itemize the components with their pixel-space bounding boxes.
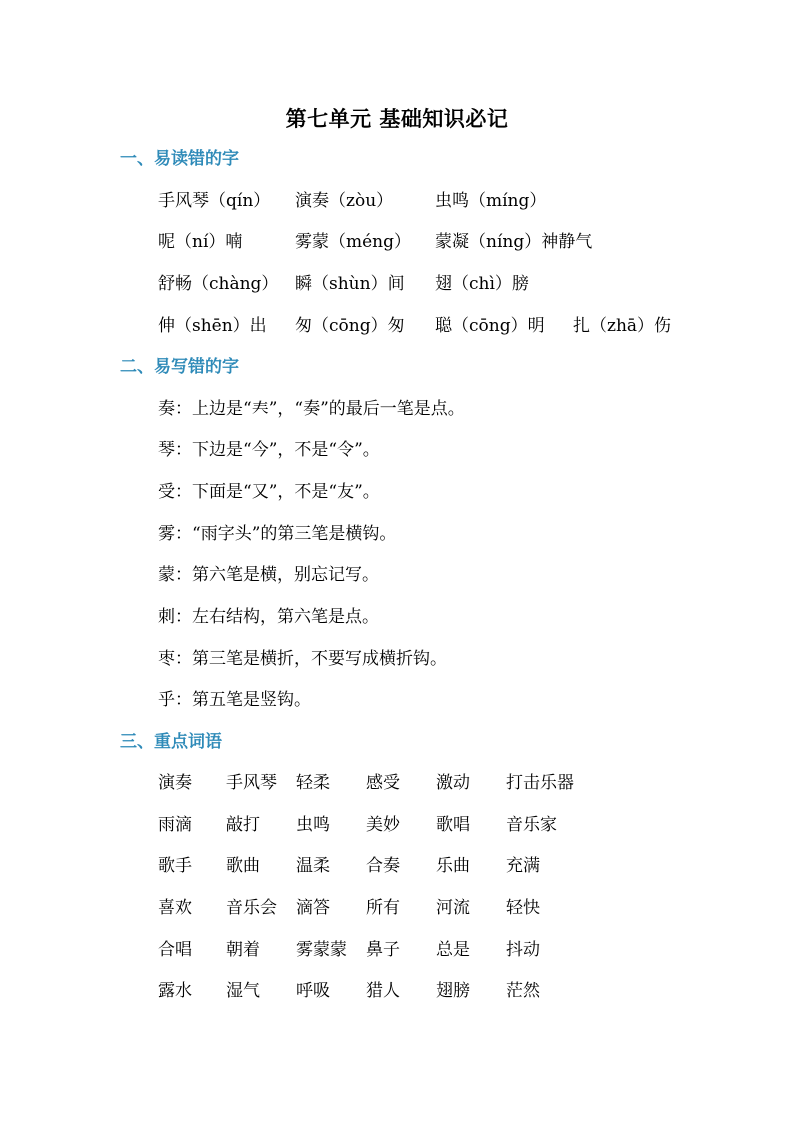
writing-note: 枣：第三笔是横折，不要写成横折钩。 <box>158 649 447 669</box>
writing-note: 蒙：第六笔是横，别忘记写。 <box>158 565 379 585</box>
pinyin-item: 虫鸣（míng） <box>435 191 547 211</box>
vocabulary-word: 翅膀 <box>436 981 470 1001</box>
writing-note: 受：下面是“又”，不是“友”。 <box>158 482 380 502</box>
section-heading-miswritten-characters: 二、易写错的字 <box>120 357 239 377</box>
vocabulary-word: 朝着 <box>226 940 260 960</box>
writing-note: 雾：“雨字头”的第三笔是横钩。 <box>158 524 397 544</box>
vocabulary-word: 充满 <box>506 856 540 876</box>
pinyin-item: 匆（cōng）匆 <box>295 316 405 336</box>
vocabulary-word: 雨滴 <box>158 815 192 835</box>
vocabulary-word: 喜欢 <box>158 898 192 918</box>
vocabulary-word: 敲打 <box>226 815 260 835</box>
vocabulary-word: 温柔 <box>296 856 330 876</box>
pinyin-item: 伸（shēn）出 <box>158 316 267 336</box>
vocabulary-word: 演奏 <box>158 773 192 793</box>
pinyin-item: 翅（chì）膀 <box>435 274 529 294</box>
vocabulary-word: 虫鸣 <box>296 815 330 835</box>
vocabulary-word: 合唱 <box>158 940 192 960</box>
vocabulary-word: 猎人 <box>366 981 400 1001</box>
vocabulary-word: 露水 <box>158 981 192 1001</box>
vocabulary-word: 湿气 <box>226 981 260 1001</box>
vocabulary-word: 轻快 <box>506 898 540 918</box>
writing-note: 乎：第五笔是竖钩。 <box>158 690 311 710</box>
vocabulary-word: 音乐家 <box>506 815 557 835</box>
vocabulary-word: 激动 <box>436 773 470 793</box>
vocabulary-word: 茫然 <box>506 981 540 1001</box>
pinyin-item: 蒙凝（níng）神静气 <box>435 232 593 252</box>
vocabulary-word: 雾蒙蒙 <box>296 940 347 960</box>
vocabulary-word: 合奏 <box>366 856 400 876</box>
pinyin-item: 瞬（shùn）间 <box>295 274 405 294</box>
pinyin-item: 手风琴（qín） <box>158 191 271 211</box>
pinyin-item: 扎（zhā）伤 <box>573 316 672 336</box>
section-heading-misread-characters: 一、易读错的字 <box>120 149 239 169</box>
vocabulary-word: 鼻子 <box>366 940 400 960</box>
vocabulary-word: 手风琴 <box>226 773 277 793</box>
vocabulary-word: 河流 <box>436 898 470 918</box>
writing-note: 刺：左右结构，第六笔是点。 <box>158 607 379 627</box>
pinyin-item: 舒畅（chàng） <box>158 274 279 294</box>
pinyin-item: 呢（ní）喃 <box>158 232 243 252</box>
pinyin-item: 聪（cōng）明 <box>435 316 545 336</box>
vocabulary-word: 美妙 <box>366 815 400 835</box>
section-heading-key-vocabulary: 三、重点词语 <box>120 732 222 752</box>
vocabulary-word: 感受 <box>366 773 400 793</box>
vocabulary-word: 总是 <box>436 940 470 960</box>
pinyin-item: 演奏（zòu） <box>295 191 394 211</box>
vocabulary-word: 歌唱 <box>436 815 470 835</box>
writing-note: 奏：上边是“𡗗”，“奏”的最后一笔是点。 <box>158 399 465 419</box>
page-title: 第七单元 基础知识必记 <box>285 106 509 131</box>
vocabulary-word: 歌手 <box>158 856 192 876</box>
writing-note: 琴：下边是“今”，不是“令”。 <box>158 440 380 460</box>
vocabulary-word: 歌曲 <box>226 856 260 876</box>
vocabulary-word: 呼吸 <box>296 981 330 1001</box>
vocabulary-word: 乐曲 <box>436 856 470 876</box>
vocabulary-word: 打击乐器 <box>506 773 574 793</box>
vocabulary-word: 所有 <box>366 898 400 918</box>
vocabulary-word: 轻柔 <box>296 773 330 793</box>
vocabulary-word: 滴答 <box>296 898 330 918</box>
pinyin-item: 雾蒙（méng） <box>295 232 412 252</box>
vocabulary-word: 音乐会 <box>226 898 277 918</box>
vocabulary-word: 抖动 <box>506 940 540 960</box>
